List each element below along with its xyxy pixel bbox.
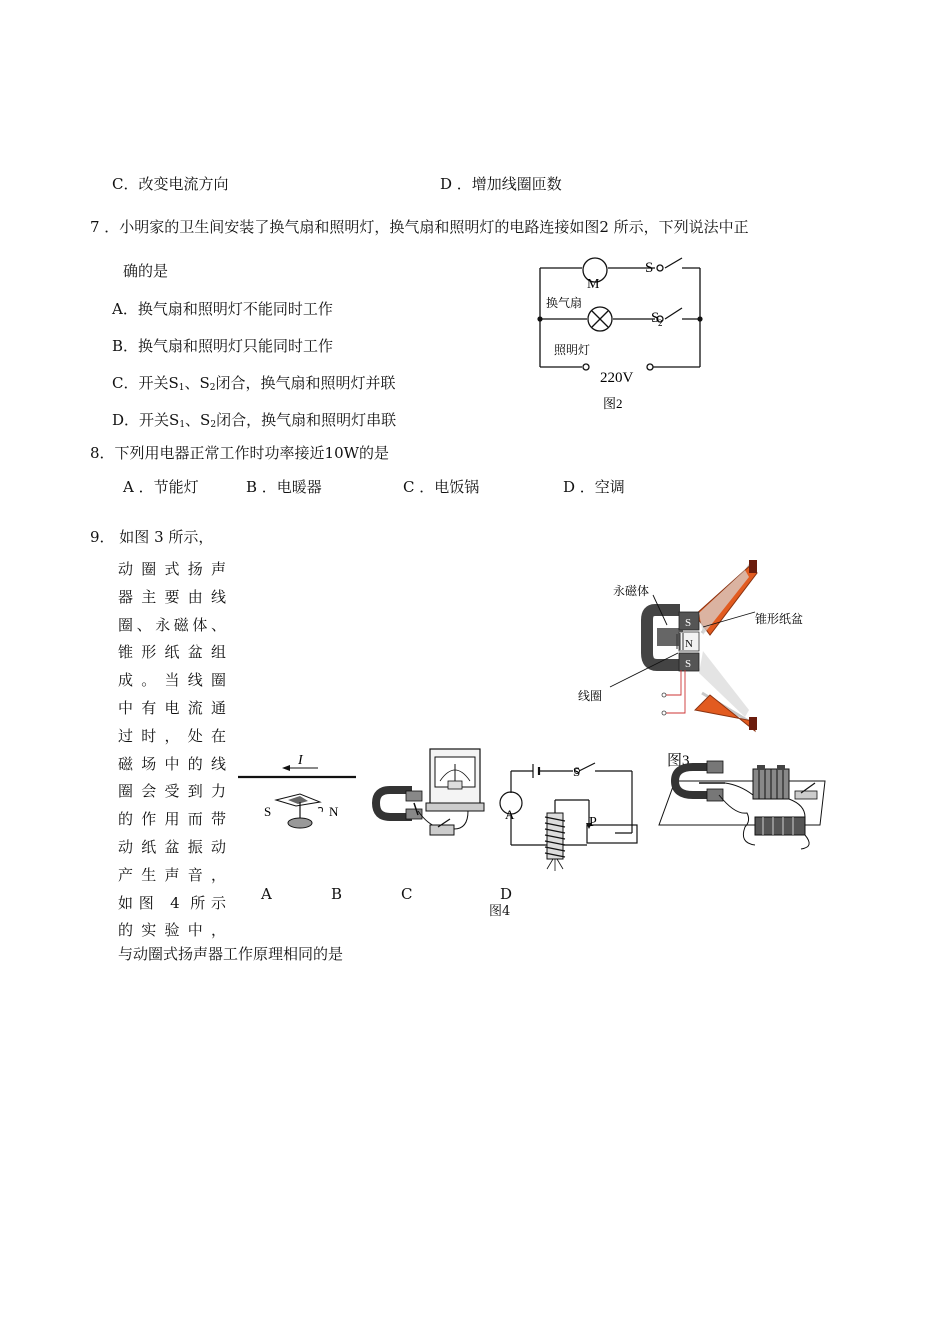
q9-line: 产生声音， [118, 865, 226, 884]
q9-line: 如图 4 所示 [118, 893, 226, 912]
q8-stem: 8．下列用电器正常工作时功率接近10W的是 [90, 444, 390, 462]
q9-line: 动纸盆振动 [118, 837, 226, 856]
figure-4b-induction [372, 745, 492, 845]
fig3-coil-label: 线圈 [578, 689, 603, 703]
q9-line: 过时，处在 [118, 726, 226, 745]
q7-option-a: A．换气扇和照明灯不能同时工作 [112, 300, 333, 318]
fig2-motor-label: M [587, 277, 600, 292]
fig2-caption: 图2 [603, 396, 623, 411]
fig3-magnet-label: 永磁体 [613, 584, 650, 598]
fig4a-pole-n: N [329, 804, 339, 819]
q9-line: 成。当线圈 [118, 671, 226, 690]
q7-option-d: D．开关$S_1$、$S_2$闭合，换气扇和照明灯串联 [112, 411, 397, 430]
q9-line: 动圈式扬声 [118, 560, 226, 578]
fig2-lamp-label: 照明灯 [554, 343, 591, 357]
fig3-caption: 图3 [667, 753, 690, 769]
q8-option-d: D ．空调 [563, 478, 625, 496]
figure-4a-oersted [238, 750, 363, 840]
fig2-switch1-label: S [645, 260, 654, 276]
figure-3-loudspeaker [575, 555, 805, 775]
fig4-label-a: A [261, 885, 272, 903]
fig4c-ammeter-label: A [505, 807, 515, 822]
fig4a-pole-s: S [264, 804, 272, 819]
q7-option-b: B．换气扇和照明灯只能同时工作 [112, 337, 334, 355]
fig4c-switch-label: S [573, 764, 581, 779]
q9-last-line: 与动圈式扬声器工作原理相同的是 [118, 945, 344, 963]
q7-stem-line2: 确的是 [123, 262, 169, 280]
fig2-switch2-label: S [651, 310, 660, 326]
q9-stem-column [118, 556, 226, 945]
q9-line: 的作用而带 [118, 810, 226, 829]
q9-line: 的实验中， [118, 921, 226, 940]
q8-option-a: A ．节能灯 [123, 478, 199, 496]
figure-4d-motor [655, 755, 835, 855]
fig3-pole-s-top: S [685, 617, 692, 629]
q7-option-c: C．开关$S_1$、$S_2$闭合，换气扇和照明灯并联 [112, 374, 396, 393]
q9-line: 中有电流通 [118, 698, 226, 717]
figure-2-circuit [530, 255, 720, 415]
fig3-cone-label: 锥形纸盆 [755, 612, 804, 626]
q9-line: 器主要由线 [118, 587, 226, 606]
q8-option-b: B ．电暖器 [246, 478, 322, 496]
q6-option-c: C．改变电流方向 [112, 175, 229, 193]
fig4-label-b: B [331, 885, 343, 903]
q7-stem-line1: 7 ．小明家的卫生间安装了换气扇和照明灯，换气扇和照明灯的电路连接如图2 所示，下列说法中正 [90, 218, 749, 236]
figure-4c-electromagnet [495, 755, 645, 875]
q9-line: 锥形纸盆组 [118, 643, 226, 662]
fig2-switch2-sub: 2 [658, 318, 663, 328]
q9-line: 磁场中的线 [118, 754, 226, 773]
q8-option-c: C ．电饭锅 [403, 478, 480, 496]
fig4c-slider-label: P [589, 815, 597, 830]
fig4-caption: 图4 [489, 904, 511, 919]
q9-line-0: 9． 如图 3 所示， [90, 528, 214, 546]
fig2-voltage-label: 220V [600, 370, 634, 386]
fig4-label-d: D [500, 885, 513, 903]
q9-line: 圈、永磁体、 [118, 615, 226, 634]
fig4a-current-label: I [298, 753, 303, 768]
fig3-pole-s-bottom: S [685, 658, 692, 670]
q9-line: 圈会受到力 [118, 782, 226, 801]
fig3-pole-n: N [685, 638, 693, 650]
q6-option-d: D ．增加线圈匝数 [440, 175, 562, 193]
fig4-label-c: C [401, 885, 413, 903]
fig2-fan-label: 换气扇 [546, 296, 583, 310]
